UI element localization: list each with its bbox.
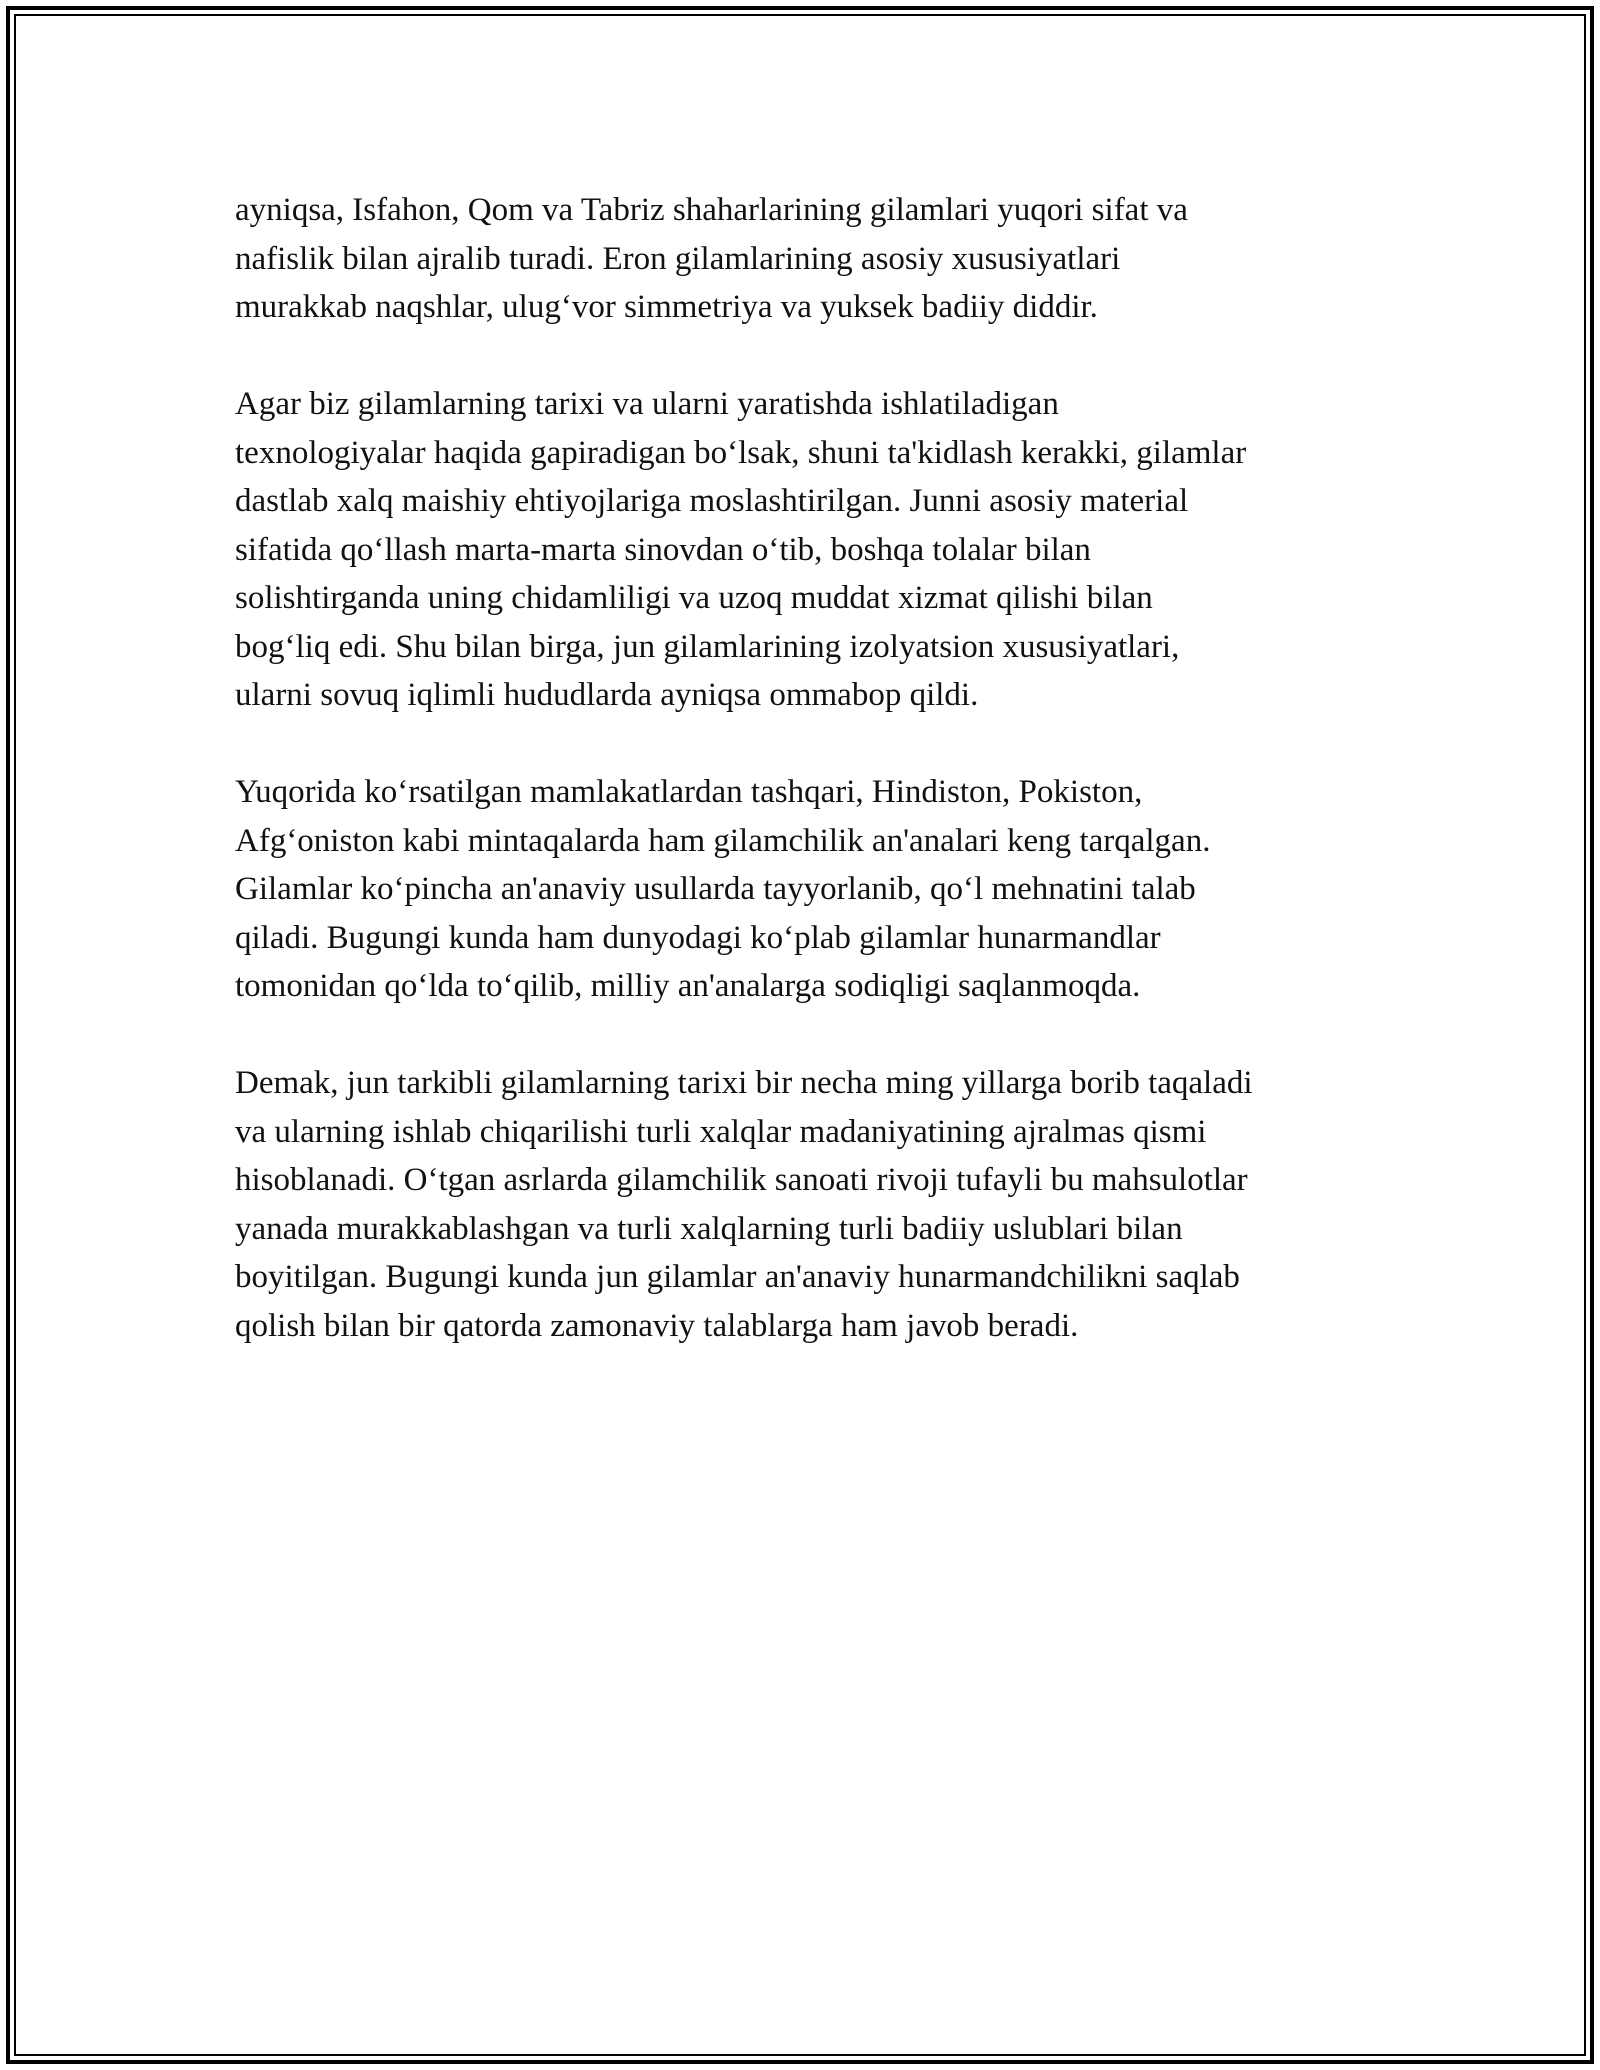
text-line: boyitilgan. Bugungi kunda jun gilamlar an'anaviy hunarmandchilikni saqlab [235,1259,1240,1295]
text-line: bog‘liq edi. Shu bilan birga, jun gilamlarining izolyatsion xususiyatlari, [235,628,1180,665]
text-line: qiladi. Bugungi kunda ham dunyodagi ko‘plab gilamlar hunarmandlar [235,919,1161,956]
text-line: nafislik bilan ajralib turadi. Eron gilamlarining asosiy xususiyatlari [235,240,1121,277]
text-line: Afg‘oniston kabi mintaqalarda ham gilamchilik an'analari keng tarqalgan. [235,822,1211,859]
text-line: tomonidan qo‘lda to‘qilib, milliy an'analarga sodiqligi saqlanmoqda. [235,968,1141,1004]
text-line: solishtirganda uning chidamliligi va uzoq muddat xizmat qilishi bilan [235,580,1153,616]
document-body [235,186,1385,1399]
text-line: texnologiyalar haqida gapiradigan bo‘lsak, shuni ta'kidlash kerakki, gilamlar [235,434,1247,471]
text-line: Gilamlar ko‘pincha an'anaviy usullarda tayyorlanib, qo‘l mehnatini talab [235,871,1196,907]
text-line: ularni sovuq iqlimli hududlarda ayniqsa ommabop qildi. [235,677,979,713]
text-line: va ularning ishlab chiqarilishi turli xalqlar madaniyatining ajralmas qismi [235,1113,1207,1150]
text-line: sifatida qo‘llash marta-marta sinovdan o‘tib, boshqa tolalar bilan [235,531,1091,568]
text-line: dastlab xalq maishiy ehtiyojlariga moslashtirilgan. Junni asosiy material [235,483,1189,519]
text-line: Yuqorida ko‘rsatilgan mamlakatlardan tashqari, Hindiston, Pokiston, [235,774,1143,810]
text-line: ayniqsa, Isfahon, Qom va Tabriz shaharlarining gilamlari yuqori sifat va [235,192,1188,228]
text-line: yanada murakkablashgan va turli xalqlarning turli badiiy uslublari bilan [235,1210,1183,1247]
paragraph-2 [235,380,1385,720]
text-line: qolish bilan bir qatorda zamonaviy talablarga ham javob beradi. [235,1307,1079,1344]
paragraph-4 [235,1059,1385,1350]
text-line: murakkab naqshlar, ulug‘vor simmetriya va yuksek badiiy diddir. [235,289,1098,325]
paragraph-1 [235,186,1385,332]
text-line: Demak, jun tarkibli gilamlarning tarixi bir necha ming yillarga borib taqaladi [235,1065,1253,1101]
text-line: Agar biz gilamlarning tarixi va ularni yaratishda ishlatiladigan [235,386,1059,422]
paragraph-3 [235,768,1385,1011]
text-line: hisoblanadi. O‘tgan asrlarda gilamchilik sanoati rivoji tufayli bu mahsulotlar [235,1162,1248,1198]
